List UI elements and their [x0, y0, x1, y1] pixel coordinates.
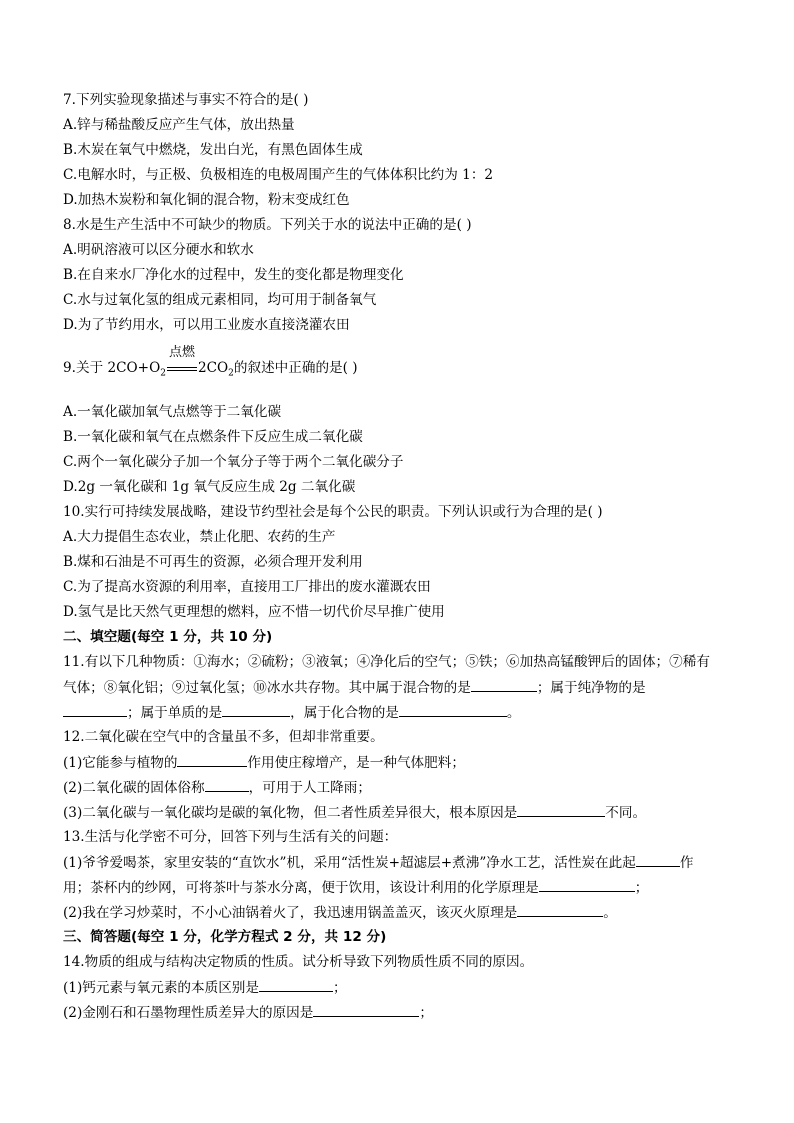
q11-line-2 — [63, 678, 646, 697]
q11-line-1: 11.有以下几种物质：①海水；②硫粉；③液氧；④净化后的空气；⑤铁；⑥加热高锰酸钾后的固体；⑦稀有 — [63, 654, 710, 670]
answer-blank-filtration[interactable] — [539, 878, 635, 892]
q8-stem: 8.水是生产生活中不可缺少的物质。下列关于水的说法中正确的是( ) — [63, 217, 472, 233]
q9-option-c: C.两个一氧化碳分子加一个氧分子等于两个二氧化碳分子 — [63, 454, 404, 470]
q10-option-b: B.煤和石油是不可再生的资源，必须合理开发利用 — [63, 554, 363, 570]
answer-blank-compounds[interactable] — [399, 703, 507, 717]
answer-blank-dry-ice[interactable] — [205, 778, 249, 792]
q9-option-b: B.一氧化碳和氧气在点燃条件下反应生成二氧化碳 — [63, 429, 363, 445]
q8-option-a: A.明矾溶液可以区分硬水和软水 — [63, 242, 254, 258]
q10-stem: 10.实行可持续发展战略，建设节约型社会是每个公民的职责。下列认识或行为合理的是( ) — [63, 504, 603, 520]
q10-option-a: A.大力提倡生态农业，禁止化肥、农药的生产 — [63, 529, 336, 545]
q11-text: ；属于单质的是 — [127, 705, 223, 721]
q13-stem: 13.生活与化学密不可分，回答下列与生活有关的问题： — [63, 829, 398, 845]
q13-text: 。 — [603, 905, 617, 921]
answer-blank-proton-number[interactable] — [259, 978, 333, 992]
q12-part-2 — [63, 778, 371, 797]
q10-option-c: C.为了提高水资源的利用率，直接用工厂排出的废水灌溉农田 — [63, 579, 431, 595]
q12-text: ，可用于人工降雨； — [248, 780, 371, 796]
q11-text: ，属于化合物的是 — [290, 705, 399, 721]
q13-part-1 — [63, 853, 693, 872]
q12-text: 作用使庄稼增产，是一种气体肥料； — [247, 755, 465, 771]
q14-text: (2)金刚石和石墨物理性质差异大的原因是 — [63, 1005, 314, 1021]
q7-option-a: A.锌与稀盐酸反应产生气体，放出热量 — [63, 117, 295, 133]
q7-option-c: C.电解水时，与正极、负极相连的电极周围产生的气体体积比约为 1：2 — [63, 167, 494, 183]
q9-prefix: 9.关于 2CO+O — [63, 360, 161, 376]
q12-part-3 — [63, 803, 646, 822]
q8-option-d: D.为了节约用水，可以用工业废水直接浇灌农田 — [63, 317, 350, 333]
q13-part-2 — [63, 903, 617, 922]
reaction-arrow — [167, 344, 197, 374]
q14-text: ； — [419, 1005, 433, 1021]
q9-co2-subscript: 2 — [228, 368, 234, 379]
q12-text: (2)二氧化碳的固体俗称 — [63, 780, 205, 796]
q14-part-2 — [63, 1003, 433, 1022]
q14-part-1 — [63, 978, 347, 997]
answer-blank-adsorption[interactable] — [636, 853, 680, 867]
q8-option-b: B.在自来水厂净化水的过程中，发生的变化都是物理变化 — [63, 267, 404, 283]
q9-suffix: 的叙述中正确的是( ) — [233, 360, 358, 376]
q9-product: 2CO — [197, 360, 229, 376]
q13-text: 用；茶杯内的纱网，可将茶叶与茶水分离，便于饮用，该设计利用的化学原理是 — [63, 880, 539, 896]
q9-o2-subscript: 2 — [160, 368, 166, 379]
q12-stem: 12.二氧化碳在空气中的含量虽不多，但却非常重要。 — [63, 729, 384, 745]
q12-text: (3)二氧化碳与一氧化碳均是碳的氧化物，但二者性质差异很大，根本原因是 — [63, 805, 518, 821]
answer-blank-elements[interactable] — [222, 703, 290, 717]
q9-stem — [63, 344, 358, 383]
q12-text: (1)它能参与植物的 — [63, 755, 178, 771]
q13-text: ； — [634, 880, 649, 896]
q14-stem: 14.物质的组成与结构决定物质的性质。试分析导致下列物质性质不同的原因。 — [63, 954, 534, 970]
answer-blank-extinguish-principle[interactable] — [517, 903, 603, 917]
q7-option-d: D.加热木炭粉和氧化铜的混合物，粉末变成红色 — [63, 192, 350, 208]
q14-text: ； — [332, 980, 347, 996]
q9-option-d: D.2g 一氧化碳和 1g 氧气反应生成 2g 二氧化碳 — [63, 479, 356, 495]
answer-blank-atom-arrangement[interactable] — [313, 1003, 419, 1017]
q14-text: (1)钙元素与氧元素的本质区别是 — [63, 980, 259, 996]
q11-text: ；属于纯净物的是 — [536, 680, 646, 696]
q11-text: 气体；⑧氧化铝；⑨过氧化氢；⑩冰水共存物。其中属于混合物的是 — [63, 680, 471, 696]
q8-option-c: C.水与过氧化氢的组成元素相同，均可用于制备氧气 — [63, 292, 377, 308]
answer-blank-mixtures[interactable] — [471, 678, 537, 692]
q10-option-d: D.氢气是比天然气更理想的燃料，应不惜一切代价尽早推广使用 — [63, 604, 445, 620]
q13-part-1-cont — [63, 878, 648, 897]
section-3-heading: 三、简答题(每空 1 分，化学方程式 2 分，共 12 分) — [63, 929, 387, 945]
q13-text: (1)爷爷爱喝茶，家里安装的“直饮水”机，采用“活性炭+超滤层+煮沸”净水工艺，活性炭在此起 — [63, 855, 636, 871]
q12-text: 不同。 — [605, 805, 647, 821]
q11-text: 。 — [506, 705, 521, 721]
q12-part-1 — [63, 753, 465, 772]
q13-text: 作 — [679, 855, 694, 871]
q13-text: (2)我在学习炒菜时，不小心油锅着火了，我迅速用锅盖盖灭，该灭火原理是 — [63, 905, 518, 921]
q7-stem: 7.下列实验现象描述与事实不符合的是( ) — [63, 92, 309, 108]
q9-option-a: A.一氧化碳加氧气点燃等于二氧化碳 — [63, 404, 282, 420]
answer-blank-molecular-structure[interactable] — [517, 803, 605, 817]
q11-line-3 — [63, 703, 521, 722]
q7-option-b: B.木炭在氧气中燃烧，发出白光，有黑色固体生成 — [63, 142, 363, 158]
reaction-condition: 点燃 — [168, 344, 195, 360]
answer-blank-photosynthesis[interactable] — [177, 753, 247, 767]
section-2-heading: 二、填空题(每空 1 分，共 10 分) — [63, 629, 273, 645]
answer-blank-pure-substances[interactable] — [63, 703, 127, 717]
